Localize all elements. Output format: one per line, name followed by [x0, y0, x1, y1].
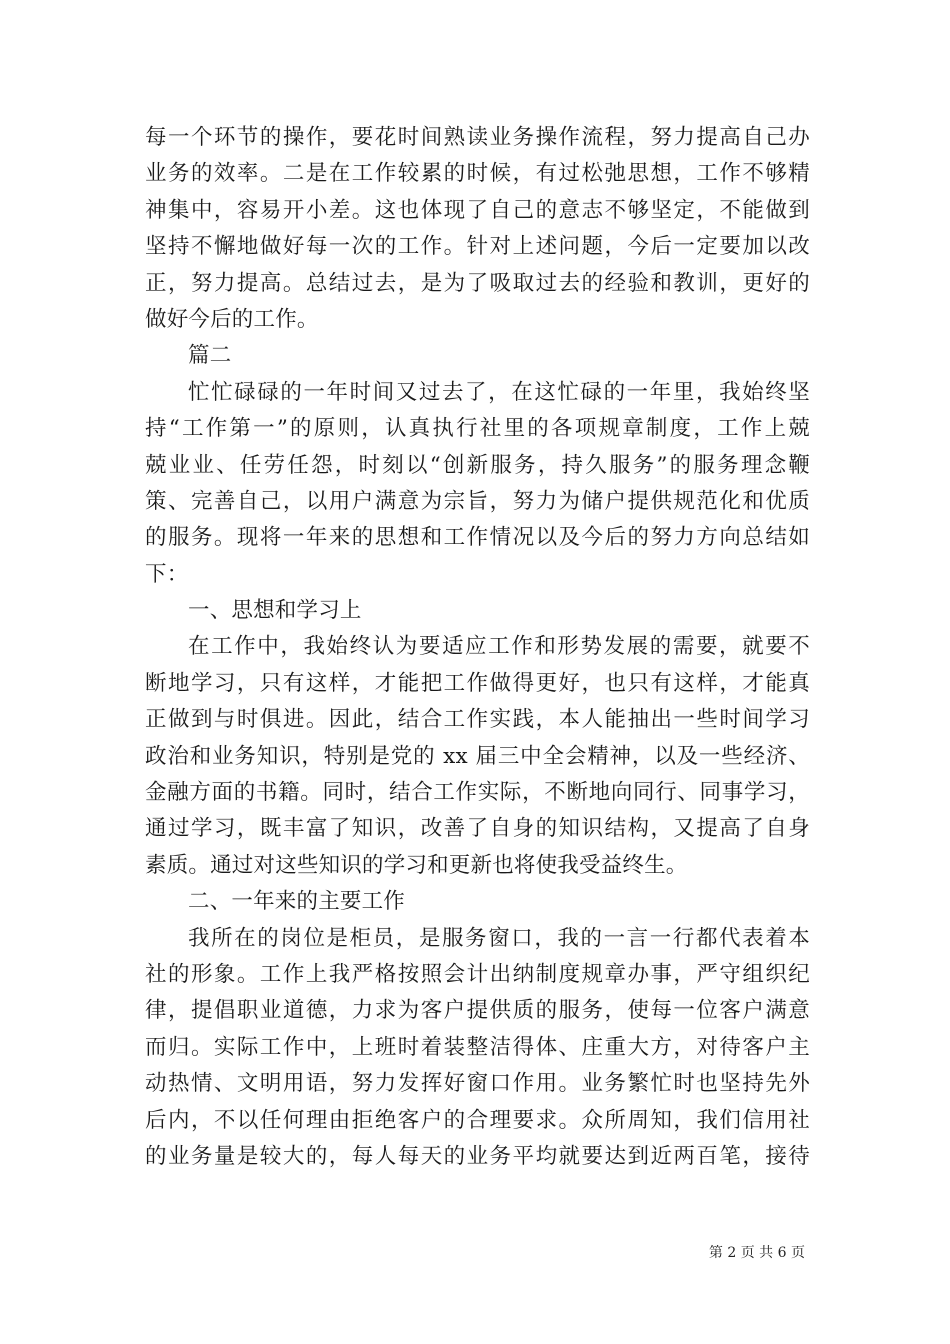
text-line: 断地学习，只有这样，才能把工作做得更好，也只有这样，才能真 — [145, 670, 810, 696]
text-line: 兢业业、任劳任怨，时刻以“创新服务，持久服务”的服务理念鞭 — [145, 452, 810, 478]
text-line: 政治和业务知识，特别是党的 xx 届三中全会精神，以及一些经济、 — [145, 743, 810, 769]
text-line: 动热情、文明用语，努力发挥好窗口作用。业务繁忙时也坚持先外 — [145, 1071, 810, 1097]
text-line: 素质。通过对这些知识的学习和更新也将使我受益终生。 — [145, 852, 688, 878]
text-line: 正，努力提高。总结过去，是为了吸取过去的经验和教训，更好的 — [145, 270, 810, 296]
page-number: 第 2 页 共 6 页 — [708, 1245, 805, 1261]
text-line: 正做到与时俱进。因此，结合工作实践，本人能抽出一些时间学习 — [145, 707, 810, 733]
text-line: 而归。实际工作中，上班时着装整洁得体、庄重大方，对待客户主 — [145, 1034, 810, 1060]
text-line: 在工作中，我始终认为要适应工作和形势发展的需要，就要不 — [188, 634, 810, 660]
section-heading: 二、一年来的主要工作 — [188, 889, 406, 915]
text-line: 每一个环节的操作，要花时间熟读业务操作流程，努力提高自己办 — [145, 125, 810, 150]
text-line: 的业务量是较大的，每人每天的业务平均就要达到近两百笔，接待 — [145, 1143, 810, 1169]
document-body — [145, 120, 810, 1175]
text-line: 下： — [145, 561, 189, 587]
text-line: 坚持不懈地做好每一次的工作。针对上述问题，今后一定要加以改 — [145, 234, 810, 260]
text-line: 忙忙碌碌的一年时间又过去了，在这忙碌的一年里，我始终坚 — [188, 379, 810, 405]
text-line: 通过学习，既丰富了知识，改善了自身的知识结构，又提高了自身 — [145, 816, 810, 842]
text-line: 社的形象。工作上我严格按照会计出纳制度规章办事，严守组织纪 — [145, 961, 810, 987]
section-heading: 篇二 — [188, 343, 232, 369]
section-heading: 一、思想和学习上 — [188, 598, 362, 624]
text-line: 后内，不以任何理由拒绝客户的合理要求。众所周知，我们信用社 — [145, 1107, 810, 1133]
text-line: 律，提倡职业道德，力求为客户提供质的服务，使每一位客户满意 — [145, 998, 810, 1024]
text-line: 的服务。现将一年来的思想和工作情况以及今后的努力方向总结如 — [145, 525, 810, 551]
text-line: 金融方面的书籍。同时，结合工作实际，不断地向同行、同事学习， — [145, 780, 810, 806]
text-line: 业务的效率。二是在工作较累的时候，有过松弛思想，工作不够精 — [145, 161, 810, 187]
text-line: 做好今后的工作。 — [145, 306, 319, 332]
text-line: 神集中，容易开小差。这也体现了自己的意志不够坚定，不能做到 — [145, 197, 810, 223]
text-line: 持“工作第一”的原则，认真执行社里的各项规章制度，工作上兢 — [145, 416, 810, 442]
text-line: 我所在的岗位是柜员，是服务窗口，我的一言一行都代表着本 — [188, 925, 810, 951]
text-line: 策、完善自己，以用户满意为宗旨，努力为储户提供规范化和优质 — [145, 488, 810, 514]
